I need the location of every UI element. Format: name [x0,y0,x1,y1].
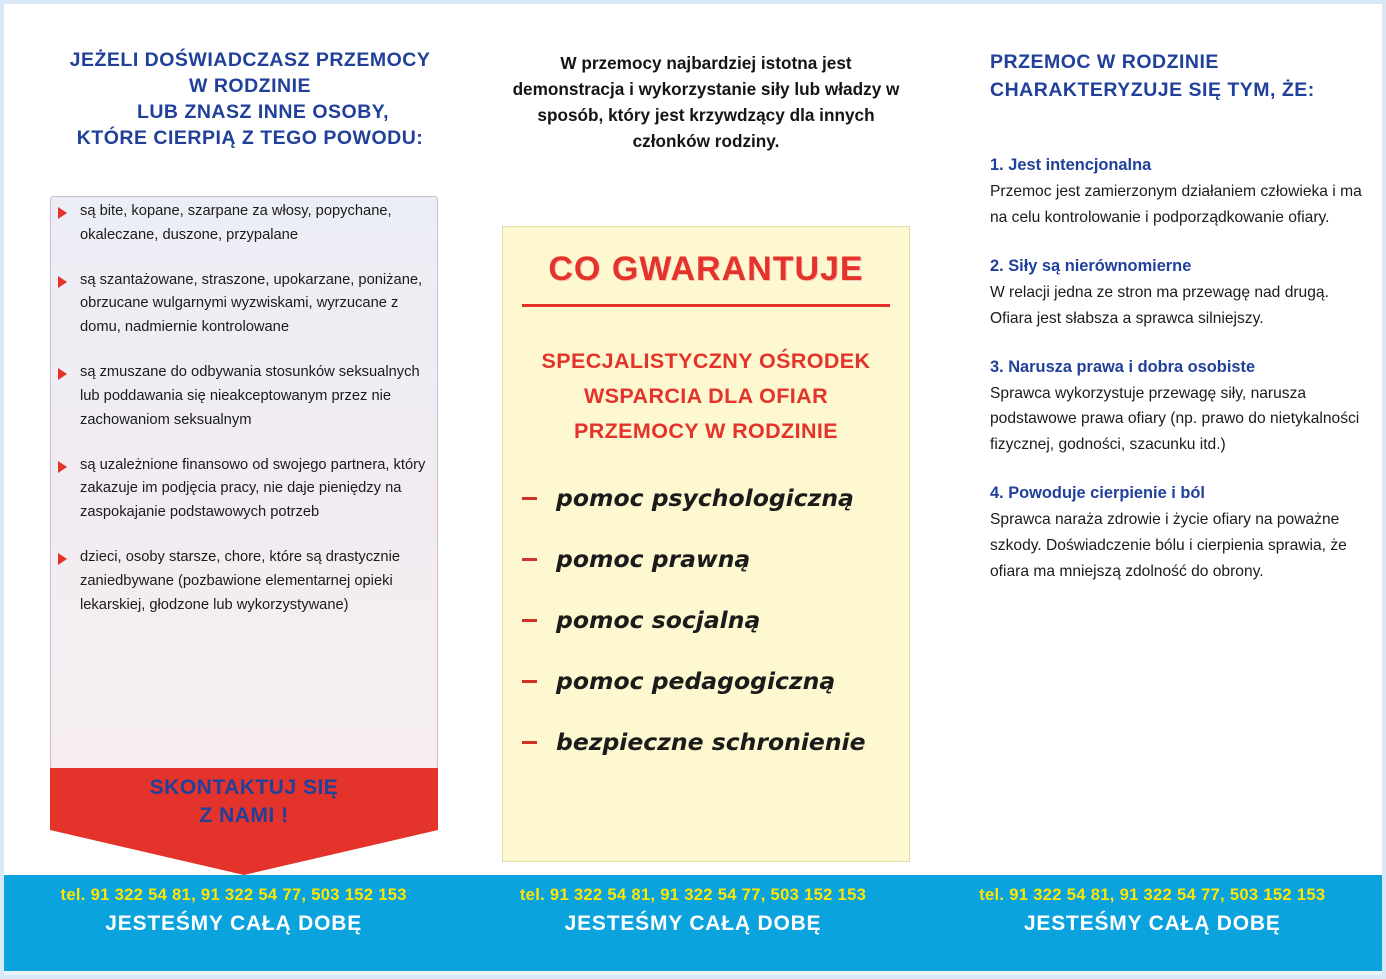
right-heading [990,48,1370,105]
list-item-text: dzieci, osoby starsze, chore, które są drastycznie zaniedbywane (pozbawione elementarnej opieki lekarskiej, głodzone lub wykorzystywane) [80,548,400,613]
dash-bullet-icon [522,619,537,622]
list-item [522,545,902,573]
characteristic-title: 3. Narusza prawa i dobra osobiste [990,357,1256,376]
title-divider [522,304,890,307]
list-item [522,728,902,756]
footer-phone-numbers[interactable]: tel. 91 322 54 81, 91 322 54 77, 503 152 153 [60,885,407,904]
footer-phone-numbers[interactable]: tel. 91 322 54 81, 91 322 54 77, 503 152 153 [979,885,1326,904]
service-label: pomoc psychologiczną [556,484,854,512]
footer-cell [923,875,1382,975]
list-item [990,484,1362,585]
guarantee-subtitle-line-2: WSPARCIA DLA OFIAR [583,383,829,408]
footer-cells [4,875,1382,975]
triangle-bullet-icon [58,461,67,473]
right-heading-line-1: PRZEMOC W RODZINIE [990,51,1219,73]
column-middle [474,4,922,875]
left-bullet-list [50,200,442,638]
list-item-text: są zmuszane do odbywania stosunków seksualnych lub poddawania się nieakceptowanym przez nie zachowaniom seksualnym [80,364,420,428]
footer-availability: JESTEŚMY CAŁĄ DOBĘ [564,912,822,935]
characteristic-title: 4. Powoduje cierpienie i ból [990,484,1205,503]
list-item [50,361,442,432]
arrow-text-line-2: Z NAMI ! [199,803,289,827]
footer-contact-bar [4,875,1382,975]
list-item [50,269,442,340]
left-heading [50,48,450,152]
leaflet-body [4,4,1382,975]
intro-paragraph: W przemocy najbardziej istotna jest demonstracja i wykorzystanie siły lub władzy w sposób, który jest krzywdzący dla innych członków rodziny. [512,53,900,152]
characteristics-list [990,156,1362,611]
contact-arrow-banner [50,768,438,876]
characteristic-body: Przemoc jest zamierzonym działaniem człowieka i ma na celu kontrolowanie i podporządkowanie ofiary. [990,183,1362,226]
column-left [4,4,474,875]
list-item [50,546,442,617]
footer-cell [4,875,463,975]
column-right [922,4,1382,875]
footer-phone-numbers[interactable]: tel. 91 322 54 81, 91 322 54 77, 503 152 153 [519,885,867,904]
service-label: pomoc socjalną [556,606,761,634]
list-item [522,484,902,512]
list-item [990,257,1362,332]
left-heading-line-3: LUB ZNASZ INNE OSOBY, [136,100,390,123]
left-heading-line-1: JEŻELI DOŚWIADCZASZ PRZEMOCY [69,49,431,71]
guarantee-subtitle-line-3: PRZEMOCY W RODZINIE [573,418,838,443]
guarantee-subtitle-line-1: SPECJALISTYCZNY OŚRODEK [541,349,871,373]
characteristic-title: 1. Jest intencjonalna [990,156,1152,174]
footer-availability: JESTEŚMY CAŁĄ DOBĘ [105,912,363,935]
left-heading-line-2: W RODZINIE [189,74,311,97]
triangle-bullet-icon [58,207,67,219]
footer-cell [463,875,922,975]
list-item [522,606,902,634]
bottom-edge-strip [0,971,1386,979]
list-item [522,667,902,695]
arrow-text-line-1: SKONTAKTUJ SIĘ [149,776,339,799]
left-heading-line-4: KTÓRE CIERPIĄ Z TEGO POWODU: [76,126,424,149]
triangle-bullet-icon [58,368,67,380]
guarantee-title: CO GWARANTUJE [548,250,864,288]
characteristic-body: W relacji jedna ze stron ma przewagę nad drugą. Ofiara jest słabsza a sprawca silniejszy. [990,283,1329,327]
guarantee-subtitle [502,344,910,448]
dash-bullet-icon [522,497,537,500]
footer-availability: JESTEŚMY CAŁĄ DOBĘ [1023,912,1281,935]
triangle-bullet-icon [58,553,67,565]
services-list [522,484,902,789]
characteristic-title: 2. Siły są nierównomierne [990,256,1192,275]
list-item [990,156,1362,231]
service-label: bezpieczne schronienie [556,728,866,756]
dash-bullet-icon [522,558,537,561]
dash-bullet-icon [522,680,537,683]
dash-bullet-icon [522,741,537,744]
list-item-text: są bite, kopane, szarpane za włosy, popychane, okaleczane, duszone, przypalane [80,203,392,243]
service-label: pomoc pedagogiczną [556,667,836,695]
arrow-text [50,774,438,829]
service-label: pomoc prawną [556,545,751,573]
characteristic-body: Sprawca wykorzystuje przewagę siły, narusza podstawowe prawa ofiary (np. prawo do nietykalności fizycznej, godności, szacunku itd.) [990,384,1360,454]
list-item-text: są szantażowane, straszone, upokarzane, poniżane, obrzucane wulgarnymi wyzwiskami, wyrzucane z domu, nadmiernie kontrolowane [80,271,423,336]
arrow-point-icon [50,830,438,875]
triangle-bullet-icon [58,276,67,288]
list-item [990,358,1362,459]
list-item [50,454,442,525]
right-heading-line-2: CHARAKTERYZUJE SIĘ TYM, ŻE: [990,79,1315,102]
list-item-text: są uzależnione finansowo od swojego partnera, który zakazuje im podjęcia pracy, nie daje pieniędzy na zaspokajanie podstawowych potrzeb [80,456,426,521]
list-item [50,200,442,248]
characteristic-body: Sprawca naraża zdrowie i życie ofiary na poważne szkody. Doświadczenie bólu i cierpienia sprawia, że ofiara ma mniejszą zdolność do obrony. [990,511,1347,580]
